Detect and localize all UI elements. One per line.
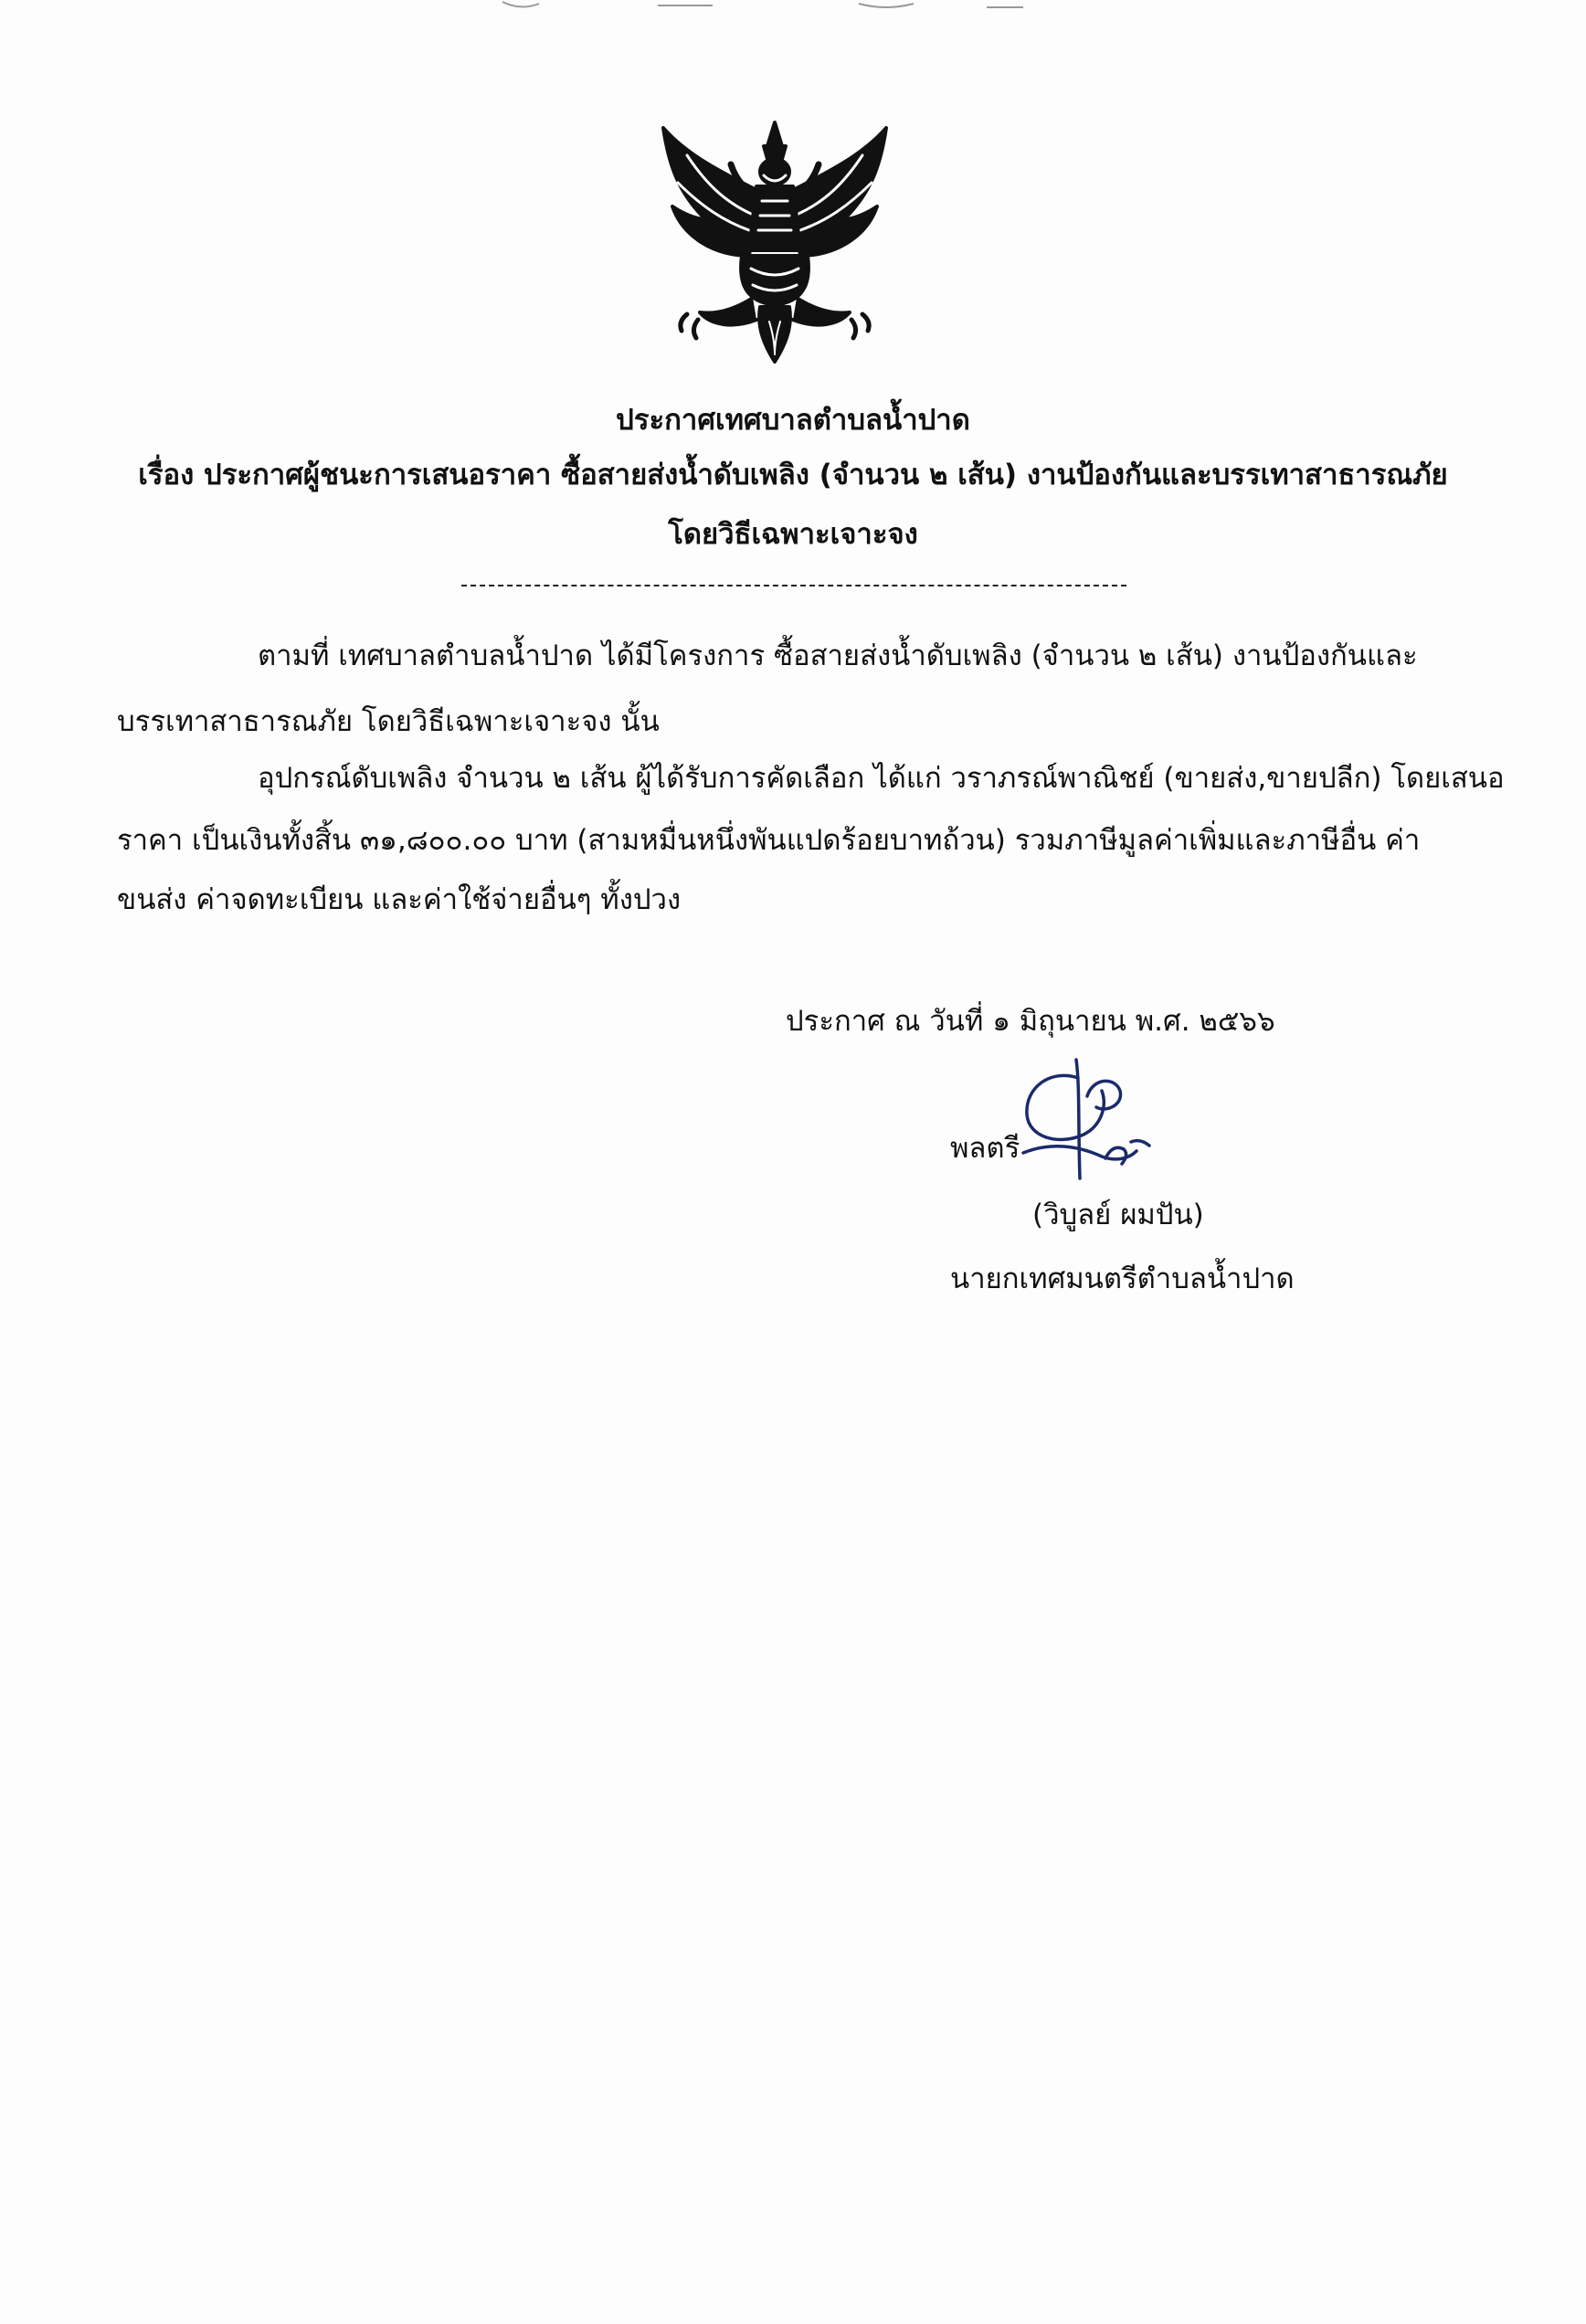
announce-date: ประกาศ ณ วันที่ ๑ มิถุนายน พ.ศ. ๒๕๖๖ <box>786 1005 1275 1038</box>
signer-name: (วิบูลย์ ผมปัน) <box>1032 1199 1204 1231</box>
signer-position: นายกเทศมนตรีตำบลน้ำปาด <box>950 1262 1295 1295</box>
announcement-subject: เรื่อง ประกาศผู้ชนะการเสนอราคา ซื้อสายส่งน้ำดับเพลิง (จำนวน ๒ เส้น) งานป้องกันและบรรเทาสาธารณภัย <box>138 459 1448 491</box>
paragraph-2-line-2: ราคา เป็นเงินทั้งสิ้น ๓๑,๘๐๐.๐๐ บาท (สามหมื่นหนึ่งพันแปดร้อยบาทถ้วน) รวมภาษีมูลค่าเพิ่มและภาษีอื่น ค่า <box>117 824 1421 857</box>
handwritten-signature <box>1014 1051 1169 1188</box>
paragraph-1-line-1: ตามที่ เทศบาลตำบลน้ำปาด ได้มีโครงการ ซื้อสายส่งน้ำดับเพลิง (จำนวน ๒ เส้น) งานป้องกันและ <box>258 639 1418 672</box>
paragraph-2-line-3: ขนส่ง ค่าจดทะเบียน และค่าใช้จ่ายอื่นๆ ทั้งปวง <box>117 883 682 916</box>
garuda-emblem-icon <box>650 119 899 367</box>
paragraph-2-line-1: อุปกรณ์ดับเพลิง จำนวน ๒ เส้น ผู้ได้รับการคัดเลือก ได้แก่ วราภรณ์พาณิชย์ (ขายส่ง,ขายปลีก) โดยเสนอ <box>258 762 1505 795</box>
title-divider <box>461 585 1126 586</box>
signer-rank: พลตรี <box>950 1132 1020 1165</box>
paragraph-1-line-2: บรรเทาสาธารณภัย โดยวิธีเฉพาะเจาะจง นั้น <box>117 705 660 738</box>
announcement-method: โดยวิธีเฉพาะเจาะจง <box>668 518 918 551</box>
scan-remnant <box>475 0 1060 13</box>
announcement-title: ประกาศเทศบาลตำบลน้ำปาด <box>616 404 970 437</box>
